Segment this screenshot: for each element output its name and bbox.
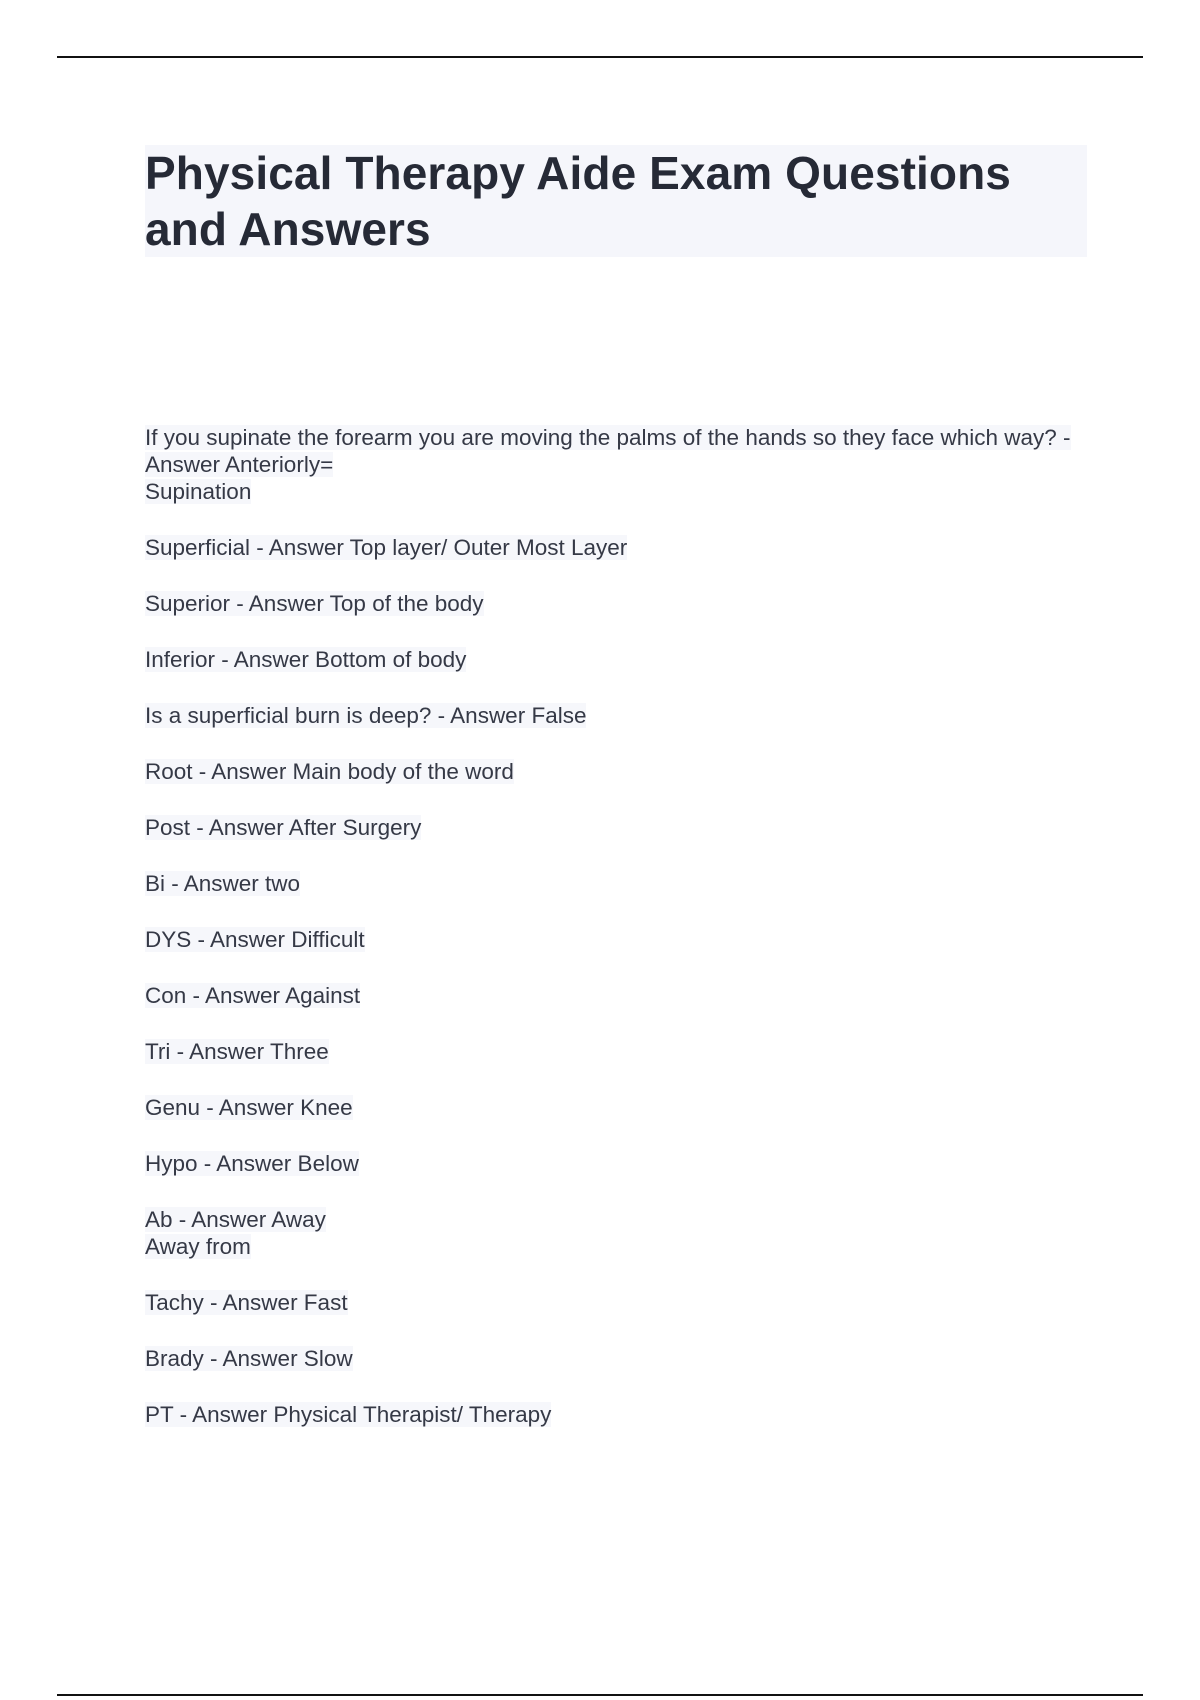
qa-item-13: [145, 1150, 1075, 1177]
qa-text: DYS - Answer Difficult: [145, 927, 365, 952]
qa-item-5: [145, 702, 1075, 729]
qa-text: Is a superficial burn is deep? - Answer False: [145, 703, 587, 728]
qa-text: Brady - Answer Slow: [145, 1346, 353, 1371]
page-title: Physical Therapy Aide Exam Questions and Answers: [145, 147, 1011, 255]
qa-text: Tachy - Answer Fast: [145, 1290, 348, 1315]
qa-text: Superficial - Answer Top layer/ Outer Most Layer: [145, 535, 628, 560]
qa-text: Genu - Answer Knee: [145, 1095, 353, 1120]
qa-text: Root - Answer Main body of the word: [145, 759, 514, 784]
qa-text: Ab - Answer Away Away from: [145, 1207, 326, 1259]
qa-item-7: [145, 814, 1075, 841]
qa-text: Hypo - Answer Below: [145, 1151, 359, 1176]
qa-text: If you supinate the forearm you are moving the palms of the hands so they face which way? - Answer Anteriorly= Supination: [145, 425, 1071, 504]
qa-item-6: [145, 758, 1075, 785]
qa-text: Superior - Answer Top of the body: [145, 591, 484, 616]
qa-text: Tri - Answer Three: [145, 1039, 329, 1064]
qa-item-17: [145, 1401, 1075, 1428]
qa-item-8: [145, 870, 1075, 897]
qa-item-9: [145, 926, 1075, 953]
qa-item-3: [145, 590, 1075, 617]
qa-text: Inferior - Answer Bottom of body: [145, 647, 467, 672]
qa-list: [145, 424, 1075, 1457]
qa-text: Con - Answer Against: [145, 983, 361, 1008]
qa-text: PT - Answer Physical Therapist/ Therapy: [145, 1402, 552, 1427]
qa-item-4: [145, 646, 1075, 673]
title-block: [145, 145, 1087, 257]
qa-item-1: [145, 424, 1075, 505]
qa-item-15: [145, 1289, 1075, 1316]
bottom-rule: [57, 1694, 1143, 1696]
qa-item-2: [145, 534, 1075, 561]
qa-item-16: [145, 1345, 1075, 1372]
qa-item-14: [145, 1206, 1075, 1260]
top-rule: [57, 56, 1143, 58]
qa-item-11: [145, 1038, 1075, 1065]
qa-text: Post - Answer After Surgery: [145, 815, 422, 840]
qa-item-12: [145, 1094, 1075, 1121]
qa-item-10: [145, 982, 1075, 1009]
qa-text: Bi - Answer two: [145, 871, 301, 896]
